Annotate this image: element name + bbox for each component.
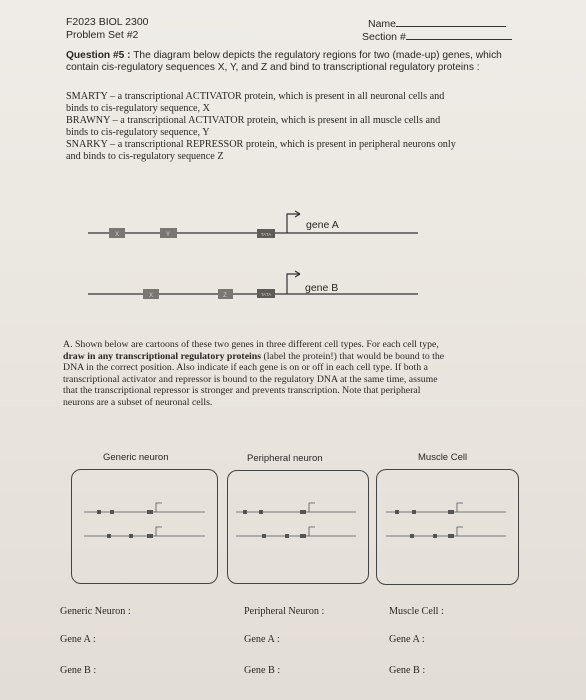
part-a-instructions: A. Shown below are cartoons of these two genes in three different cell types. For each cell type, draw in any transcriptional regulatory proteins (label the protein!) that would be bound to the DNA in the correct position. Also indicate if each gene is on or off in each cell type. If both a transcriptional activator and repressor is bound to the regulatory DNA at the same time, assume that the transcriptional repressor is stronger and prevents transcription. Note that peripheral neurons are a subset of neuronal cells. [63,339,445,408]
protein-smarty: SMARTY – a transcriptional ACTIVATOR protein, which is present in all neuronal cells and binds to cis-regulatory sequence, X [66,91,445,114]
gene-diagram [0,190,586,320]
problem-set-label: Problem Set #2 [66,29,139,41]
name-blank [396,16,506,27]
answer-title-peripheral: Peripheral Neuron : [244,606,325,617]
muscle-gene-a-answer[interactable]: Gene A : [389,634,425,645]
box-x-label-a: X [114,232,120,238]
answer-title-muscle: Muscle Cell : [389,606,444,617]
name-label: Name [368,18,397,30]
box-y-label-a: Y [165,232,171,238]
section-blank [406,29,512,40]
question-number: Question #5 : [66,50,131,61]
answer-title-generic: Generic Neuron : [60,606,131,617]
question-text: Question #5 : The diagram below depicts the regulatory regions for two (made-up) genes, which contain cis-regulatory sequences X, Y, and Z and bind to transcriptional regulatory proteins : [66,50,502,74]
tss-arrow-a [287,214,300,233]
protein-brawny: BRAWNY – a transcriptional ACTIVATOR protein, which is present in all muscle cells and binds to cis-regulatory sequence, Y [66,115,441,138]
protein-definitions [66,91,536,163]
muscle-gene-b-answer[interactable]: Gene B : [389,665,426,676]
cell-label-generic: Generic neuron [103,452,169,463]
mini-genes-muscle [386,503,506,538]
mini-gene-cartoons [0,490,586,550]
mini-genes-peripheral [236,503,356,538]
generic-gene-b-answer[interactable]: Gene B : [60,665,97,676]
box-z-label-b: Z [223,293,227,299]
cell-label-peripheral: Peripheral neuron [247,453,323,464]
section-label: Section # [362,31,406,43]
mini-genes-generic [84,503,205,538]
section-field[interactable] [362,29,512,44]
tata-label-a: TATA [260,232,272,237]
box-x-label-b: X [148,293,154,299]
protein-snarky: SNARKY – a transcriptional REPRESSOR protein, which is present in peripheral neurons only and binds to cis-regulatory sequence Z [66,139,456,162]
gene-b-diagram [88,271,418,299]
tss-arrow-b [287,274,300,294]
peripheral-gene-a-answer[interactable]: Gene A : [244,634,280,645]
generic-gene-a-answer[interactable]: Gene A : [60,634,96,645]
gene-a-label: gene A [306,219,339,231]
gene-b-label: gene B [305,282,339,294]
peripheral-gene-b-answer[interactable]: Gene B : [244,665,281,676]
cell-label-muscle: Muscle Cell [418,452,468,463]
course-title: F2023 BIOL 2300 [66,16,149,28]
gene-a-diagram [88,211,418,238]
tata-label-b: TATA [260,292,272,297]
